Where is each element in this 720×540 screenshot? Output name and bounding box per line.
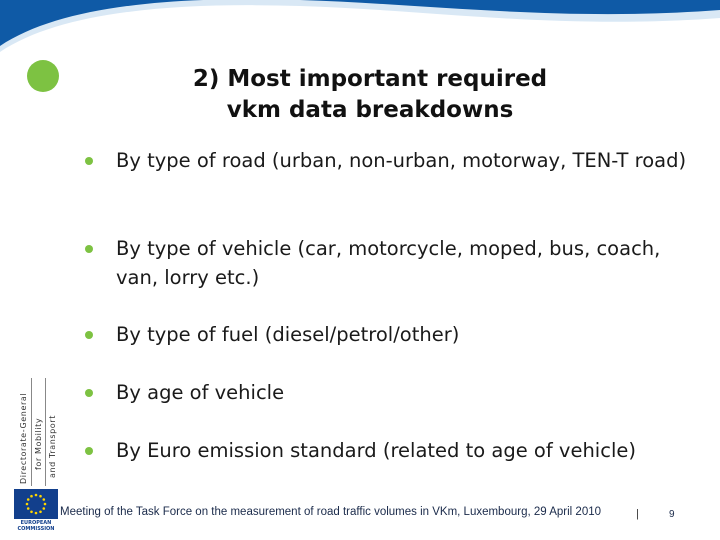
bullet-item (82, 146, 686, 175)
page-number: 9 (669, 509, 675, 520)
footer-text: Meeting of the Task Force on the measurement of road traffic volumes in VKm, Luxembourg, 29 April 2010 (60, 506, 601, 518)
dg-label-line-3: and Transport (48, 415, 57, 478)
dg-move-label (14, 378, 60, 486)
bullet-text: By type of fuel (diesel/petrol/other) (116, 323, 460, 346)
slide-title (160, 64, 580, 126)
bullet-text: By type of vehicle (car, motorcycle, moped, bus, coach, van, lorry etc.) (116, 237, 661, 289)
footer-separator: | (636, 508, 639, 520)
bullet-dot-icon (85, 331, 93, 339)
dg-label-line-1: Directorate-General (19, 392, 28, 484)
bullet-dot-icon (85, 157, 93, 165)
bullet-dot-icon (85, 245, 93, 253)
eu-commission-caption: EUROPEAN COMMISSION (17, 520, 55, 532)
title-line-2: vkm data breakdowns (226, 97, 514, 123)
title-line-1: 2) Most important required (192, 66, 548, 92)
bullet-dot-icon (85, 389, 93, 397)
bullet-item (82, 234, 702, 292)
bullet-text: By age of vehicle (116, 381, 285, 404)
bullet-item (82, 320, 459, 349)
divider (45, 378, 46, 486)
dg-label-line-2: for Mobility (34, 417, 43, 470)
bullet-item (82, 436, 636, 465)
bullet-item (82, 378, 284, 407)
bullet-text: By type of road (urban, non-urban, motorway, TEN-T road) (116, 149, 687, 172)
eu-flag-icon (14, 489, 58, 519)
divider (31, 378, 32, 486)
header-band (0, 0, 720, 60)
bullet-text: By Euro emission standard (related to age of vehicle) (116, 439, 636, 462)
title-accent-dot (27, 60, 59, 92)
bullet-dot-icon (85, 447, 93, 455)
